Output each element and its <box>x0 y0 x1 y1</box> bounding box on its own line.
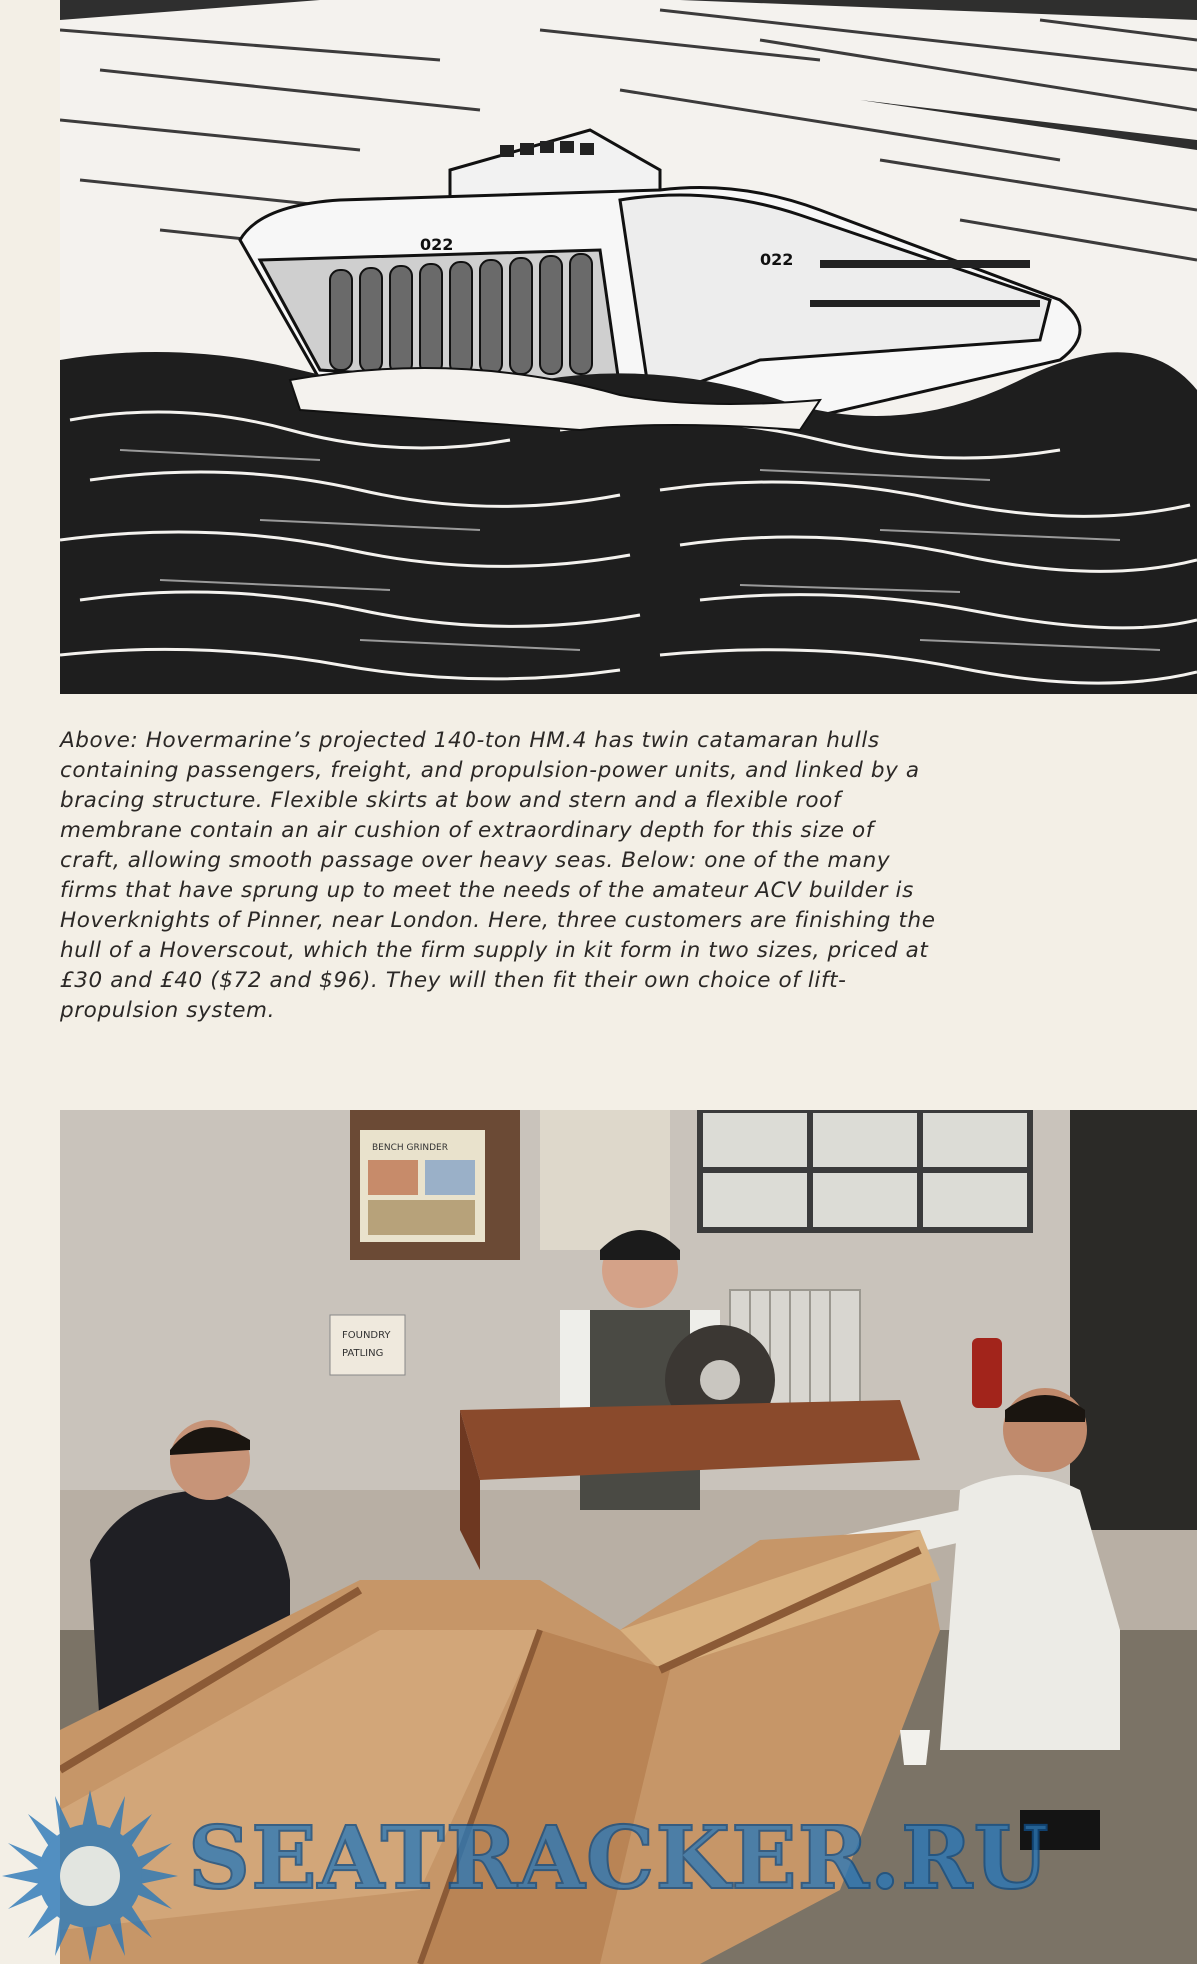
workshop-photo <box>60 1110 1197 1964</box>
hovercraft-illustration <box>60 0 1197 694</box>
poster-title: BENCH GRINDER <box>372 1143 448 1153</box>
sign-line: FOUNDRY <box>342 1330 391 1341</box>
caption-line: membrane contain an air cushion of extraordinary depth for this size of <box>60 818 874 843</box>
caption-line: Above: Hovermarine’s projected 140-ton HM.4 has twin catamaran hulls <box>60 728 880 753</box>
workshop-window <box>700 1110 1030 1230</box>
hull-number-left: 022 <box>420 235 454 254</box>
workshop-scene <box>60 1110 1197 1964</box>
caption-line: craft, allowing smooth passage over heavy seas. Below: one of the many <box>60 848 891 873</box>
caption-line: hull of a Hoverscout, which the firm supply in kit form in two sizes, priced at <box>60 938 929 963</box>
hovercraft-drawing <box>60 0 1197 694</box>
caption-line: containing passengers, freight, and propulsion-power units, and linked by a <box>60 758 920 783</box>
sea-waves <box>60 352 1197 694</box>
caption-line: £30 and £40 ($72 and $96). They will then fit their own choice of lift- <box>60 968 847 993</box>
caption-line: propulsion system. <box>60 998 276 1023</box>
caption-line: bracing structure. Flexible skirts at bow and stern and a flexible roof <box>60 788 842 813</box>
sign-line: PATLING <box>342 1348 384 1359</box>
caption <box>60 726 1140 1026</box>
caption-line: Hoverknights of Pinner, near London. Here, three customers are finishing the <box>60 908 936 933</box>
caption-line: firms that have sprung up to meet the needs of the amateur ACV builder is <box>60 878 914 903</box>
watermark-text: SEATRACKER.RU <box>188 1808 1050 1909</box>
hull-number-right: 022 <box>760 250 794 269</box>
